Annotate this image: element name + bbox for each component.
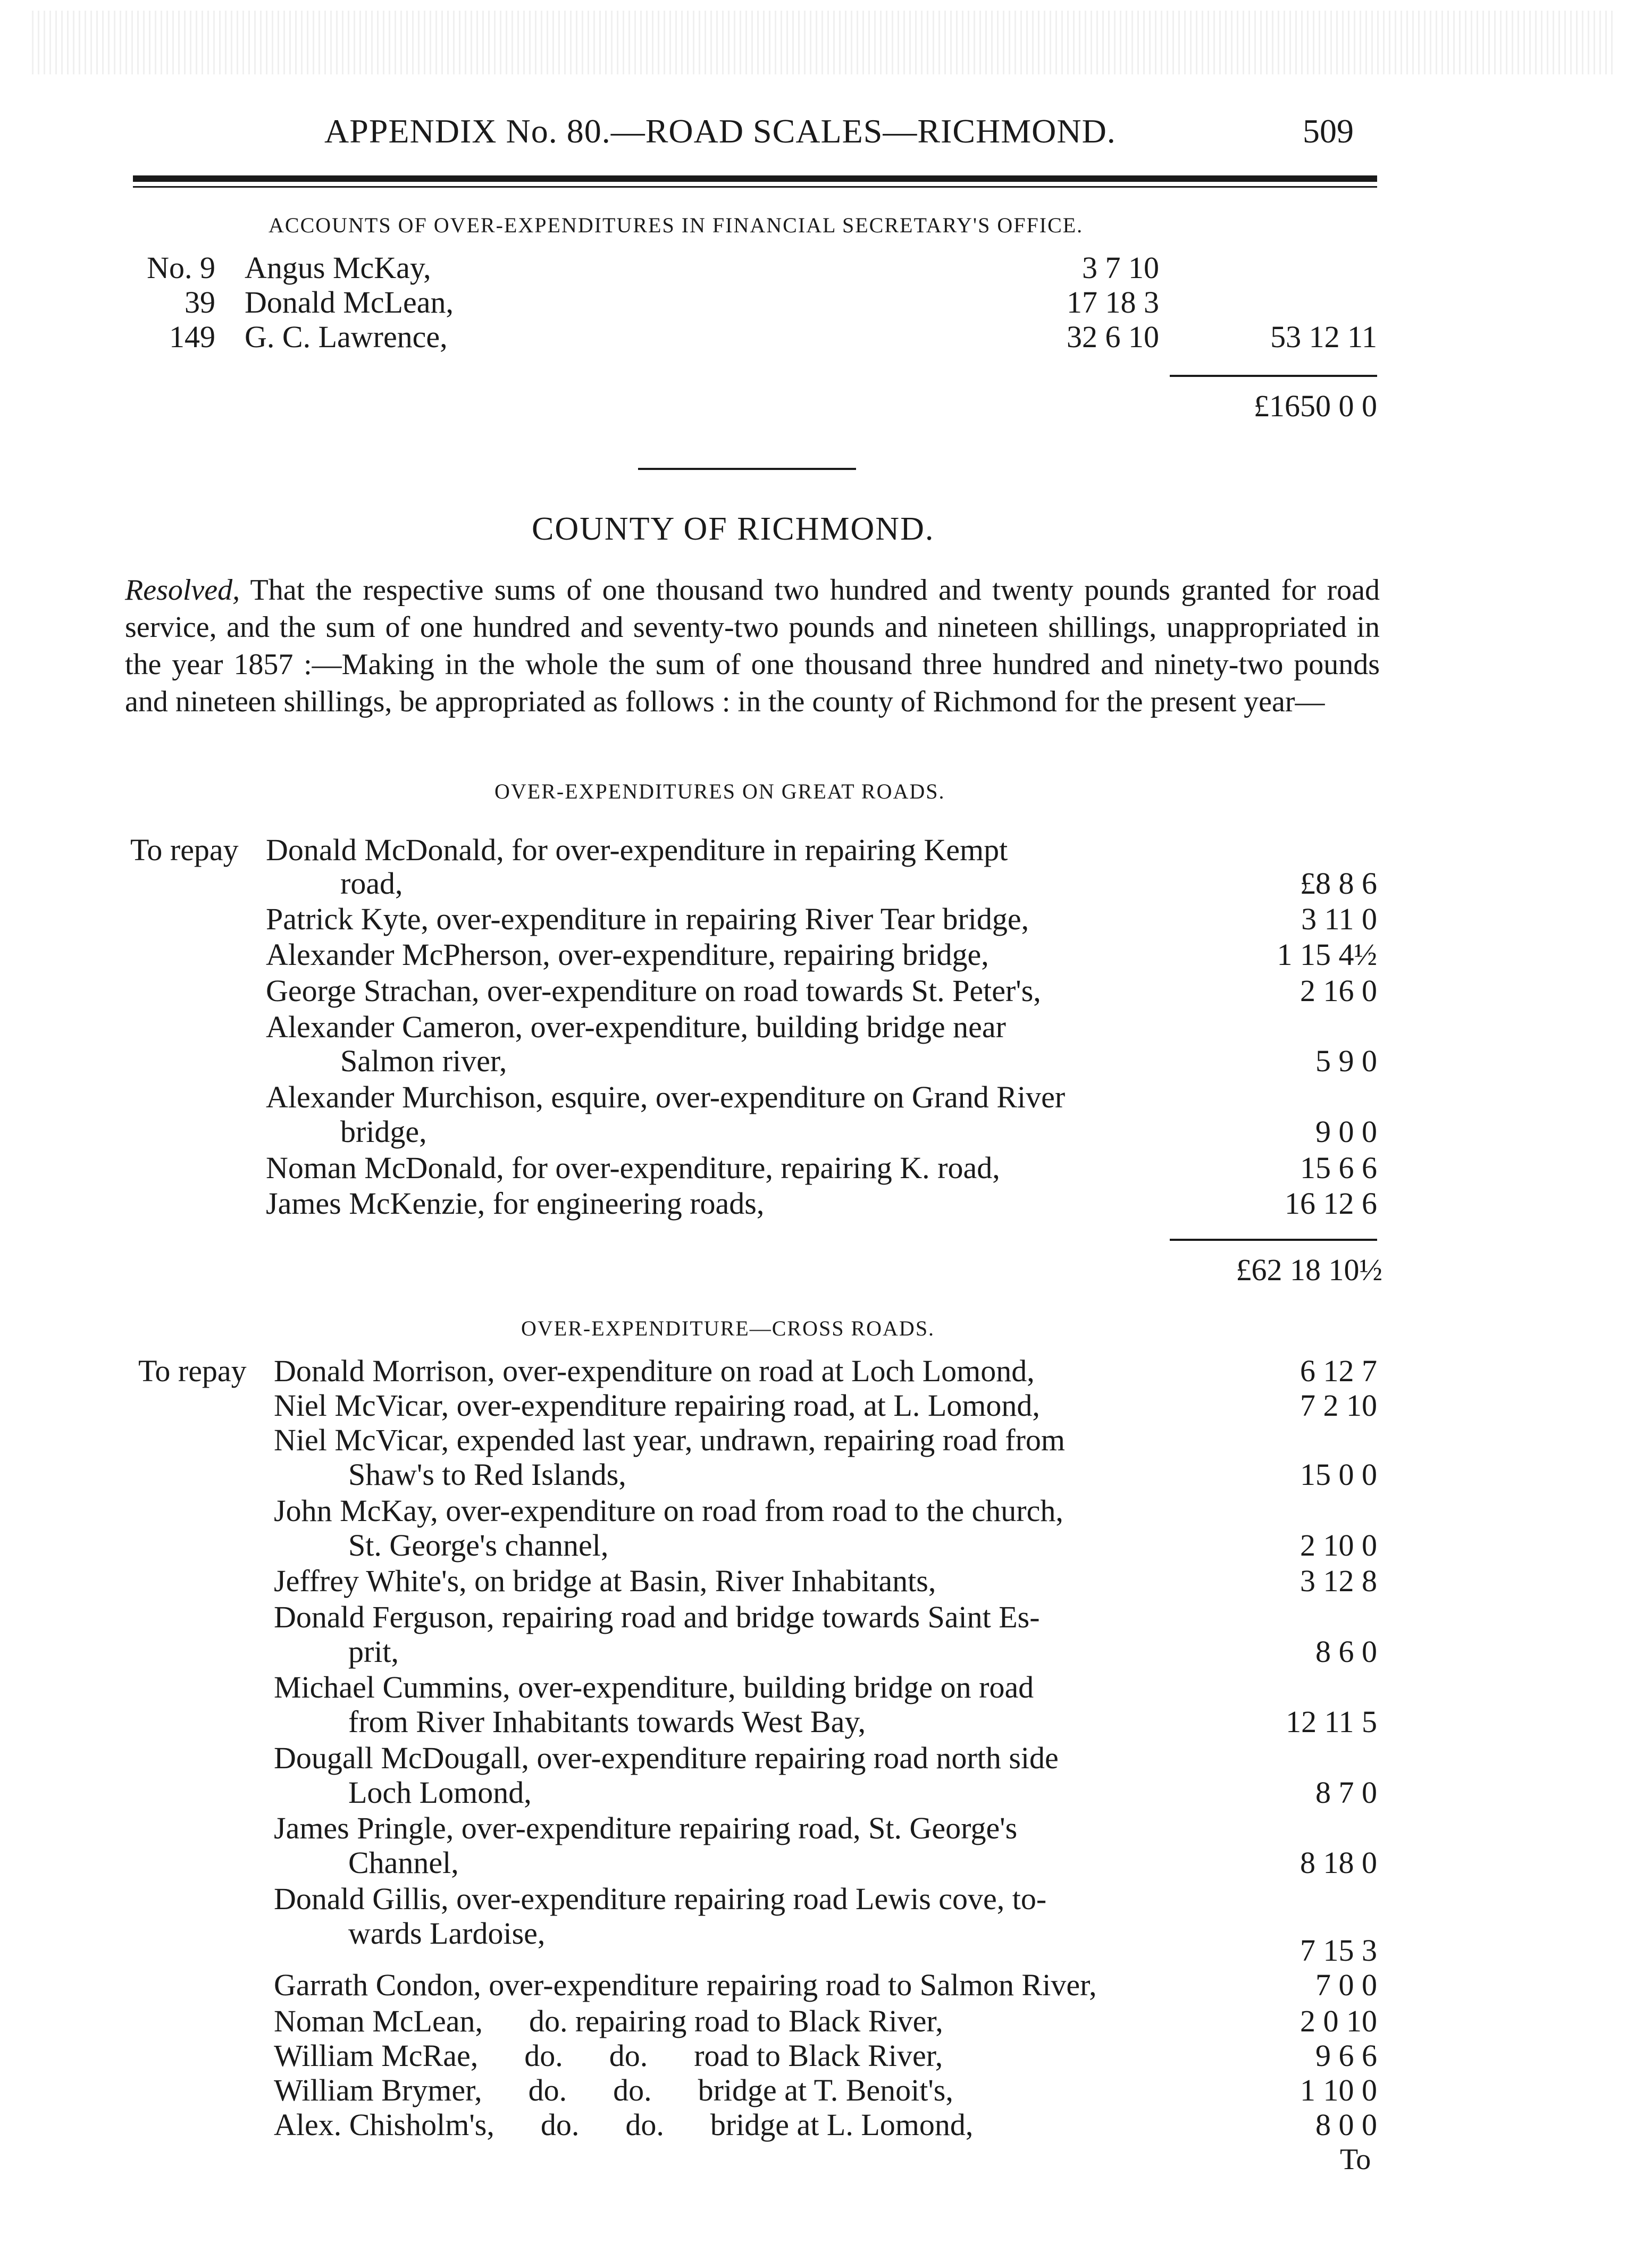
item-description-cont: prit, xyxy=(348,1634,399,1669)
resolution-paragraph xyxy=(125,572,1380,720)
item-amount: 9 0 0 xyxy=(1315,1114,1377,1149)
item-description: Niel McVicar, expended last year, undrawn, repairing road from xyxy=(274,1423,1066,1457)
item-description-cont: St. George's channel, xyxy=(348,1528,609,1563)
resolution-text: That the respective sums of one thousand two hundred and twenty pounds granted for road service, and the sum of one hundred and seventy-two pounds and nineteen shillings, unappropriated in the year 1857 :—Making in the whole the sum of one thousand three hundred and ninety-two pounds and nineteen shillings, be appropriated as follows : in the county of Richmond for the present year— xyxy=(125,574,1380,718)
item-amount: 3 11 0 xyxy=(1301,902,1377,936)
great-roads-total: £62 18 10½ xyxy=(1236,1253,1382,1287)
item-description-cont: bridge, xyxy=(340,1114,427,1149)
account-amount: 17 18 3 xyxy=(1067,285,1159,320)
item-amount: 9 6 6 xyxy=(1315,2038,1377,2073)
page-number: 509 xyxy=(1303,112,1354,150)
item-description-cont: from River Inhabitants towards West Bay, xyxy=(348,1704,866,1739)
item-description: James McKenzie, for engineering roads, xyxy=(266,1186,765,1221)
item-amount: 16 12 6 xyxy=(1285,1186,1377,1221)
item-description-cont: Shaw's to Red Islands, xyxy=(348,1457,626,1492)
item-description-cont: Channel, xyxy=(348,1845,459,1880)
item-amount: 3 12 8 xyxy=(1300,1564,1377,1598)
section-divider xyxy=(638,468,856,470)
item-amount: 7 0 0 xyxy=(1315,1968,1377,2002)
item-description: Michael Cummins, over-expenditure, building bridge on road xyxy=(274,1670,1034,1704)
item-description: George Strachan, over-expenditure on road towards St. Peter's, xyxy=(266,973,1041,1008)
resolved-word: Resolved, xyxy=(125,574,240,607)
item-description: Garrath Condon, over-expenditure repairing road to Salmon River, xyxy=(274,1968,1097,2002)
page-header xyxy=(0,112,1635,159)
item-amount: 2 0 10 xyxy=(1300,2004,1377,2038)
item-amount: 6 12 7 xyxy=(1300,1354,1377,1388)
grand-total: £1650 0 0 xyxy=(1254,389,1377,423)
item-amount: 2 16 0 xyxy=(1300,973,1377,1008)
item-description: Donald Morrison, over-expenditure on road at Loch Lomond, xyxy=(274,1354,1035,1388)
total-rule xyxy=(1170,375,1377,377)
item-amount: 5 9 0 xyxy=(1315,1044,1377,1078)
item-description: Donald Ferguson, repairing road and bridge towards Saint Es- xyxy=(274,1600,1040,1634)
cross-roads-heading: OVER-EXPENDITURE—CROSS ROADS. xyxy=(521,1316,935,1340)
header-rule xyxy=(133,175,1377,182)
fs-office-heading: ACCOUNTS OF OVER-EXPENDITURES IN FINANCIAL SECRETARY'S OFFICE. xyxy=(269,213,1084,237)
account-number: No. 9 xyxy=(147,250,215,285)
item-description: Niel McVicar, over-expenditure repairing road, at L. Lomond, xyxy=(274,1388,1040,1423)
item-amount: 1 10 0 xyxy=(1300,2073,1377,2107)
item-amount: 7 2 10 xyxy=(1300,1388,1377,1423)
item-description-cont: Salmon river, xyxy=(340,1044,507,1078)
header-rule-thin xyxy=(133,186,1377,188)
item-amount: 8 18 0 xyxy=(1300,1845,1377,1880)
item-description: Noman McDonald, for over-expenditure, repairing K. road, xyxy=(266,1150,1000,1185)
item-amount: 8 0 0 xyxy=(1315,2107,1377,2142)
scan-noise xyxy=(32,11,1616,74)
catchword: To xyxy=(1340,2143,1371,2176)
item-description: Patrick Kyte, over-expenditure in repairing River Tear bridge, xyxy=(266,902,1029,936)
to-repay-label: To repay xyxy=(130,833,239,867)
item-description: Dougall McDougall, over-expenditure repairing road north side xyxy=(274,1741,1059,1775)
fs-office-subtotal: 53 12 11 xyxy=(1270,320,1377,354)
item-description: Alexander Cameron, over-expenditure, building bridge near xyxy=(266,1010,1006,1044)
item-amount: 7 15 3 xyxy=(1300,1933,1377,1968)
item-description: Donald McDonald, for over-expenditure in repairing Kempt xyxy=(266,833,1008,867)
item-amount: 15 0 0 xyxy=(1300,1457,1377,1492)
item-amount: 1 15 4½ xyxy=(1277,937,1377,972)
county-title: COUNTY OF RICHMOND. xyxy=(532,511,935,547)
item-description: William McRae, do. do. road to Black River, xyxy=(274,2038,943,2073)
item-description: Jeffrey White's, on bridge at Basin, River Inhabitants, xyxy=(274,1564,936,1598)
item-description: John McKay, over-expenditure on road from road to the church, xyxy=(274,1493,1063,1528)
item-amount: 12 11 5 xyxy=(1286,1704,1377,1739)
account-name: G. C. Lawrence, xyxy=(245,320,448,354)
account-name: Donald McLean, xyxy=(245,285,454,320)
item-description: Donald Gillis, over-expenditure repairing road Lewis cove, to- xyxy=(274,1881,1047,1916)
item-description: Noman McLean, do. repairing road to Black River, xyxy=(274,2004,943,2038)
item-amount: 15 6 6 xyxy=(1300,1150,1377,1185)
item-description: Alexander McPherson, over-expenditure, repairing bridge, xyxy=(266,937,989,972)
to-repay-label: To repay xyxy=(138,1354,247,1388)
item-description-cont: wards Lardoise, xyxy=(348,1916,546,1951)
item-description: James Pringle, over-expenditure repairing road, St. George's xyxy=(274,1811,1018,1845)
account-name: Angus McKay, xyxy=(245,250,431,285)
item-description: William Brymer, do. do. bridge at T. Benoit's, xyxy=(274,2073,953,2107)
item-description: Alexander Murchison, esquire, over-expenditure on Grand River xyxy=(266,1080,1066,1114)
item-description-cont: road, xyxy=(340,866,403,901)
account-amount: 3 7 10 xyxy=(1082,250,1159,285)
running-head: APPENDIX No. 80.—ROAD SCALES—RICHMOND. xyxy=(324,112,1116,150)
account-number: 39 xyxy=(185,285,215,320)
item-amount: 8 7 0 xyxy=(1315,1775,1377,1810)
total-rule xyxy=(1170,1239,1377,1241)
item-description-cont: Loch Lomond, xyxy=(348,1775,532,1810)
account-amount: 32 6 10 xyxy=(1067,320,1159,354)
account-number: 149 xyxy=(169,320,215,354)
great-roads-heading: OVER-EXPENDITURES ON GREAT ROADS. xyxy=(494,779,945,803)
item-amount: 8 6 0 xyxy=(1315,1634,1377,1669)
item-description: Alex. Chisholm's, do. do. bridge at L. Lomond, xyxy=(274,2107,974,2142)
item-amount: £8 8 6 xyxy=(1300,866,1377,901)
item-amount: 2 10 0 xyxy=(1300,1528,1377,1563)
